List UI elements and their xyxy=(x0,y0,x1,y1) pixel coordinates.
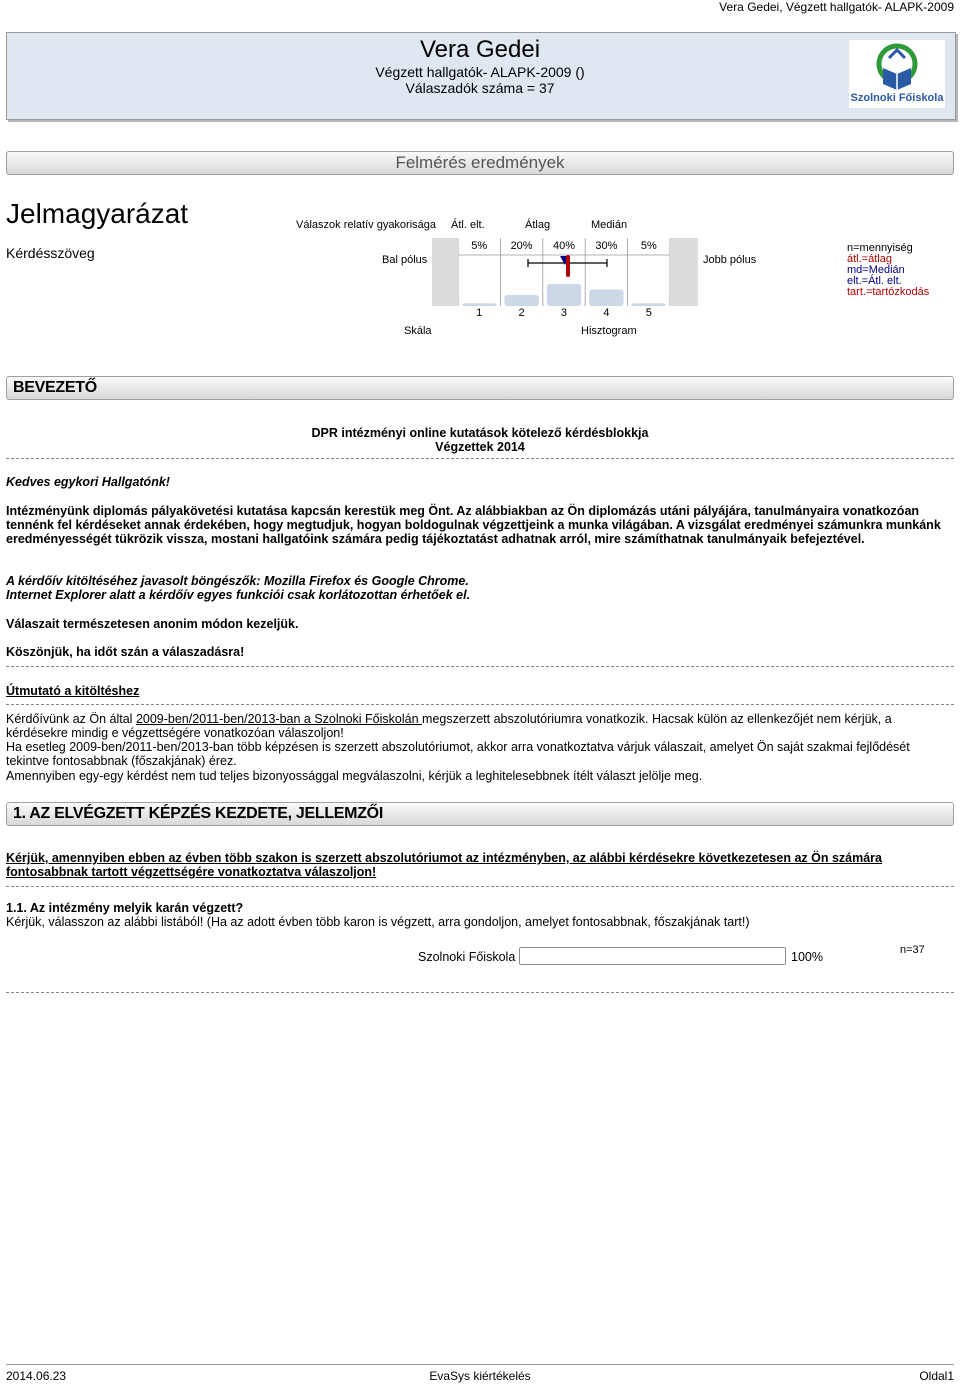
intro-paragraph: Intézményünk diplomás pályakövetési kutatása kapcsán kerestük meg Önt. Az alábbiakban az Ön diplomázás utáni pályájára, tanulmányaira vonatkozóan tennénk fel kérdéseket annak érdekében, hogy megtudjuk, hogyan boldogulnak végzettjeink a munka világában. A vizsgálat eredményei számunkra munkánk eredményességét tükrözik vissza, mostani hallgatóink számára pedig tájékoztatást adhatnak arról, mire számíthatnak tanulmányaik befejeztével. xyxy=(6,504,941,546)
note-mean: átl.=átlag xyxy=(847,253,892,265)
footer-center: EvaSys kiértékelés xyxy=(429,1369,531,1383)
mean-marker xyxy=(566,255,570,277)
note-median: md=Medián xyxy=(847,264,905,276)
legend-left-pole: Bal pólus xyxy=(382,254,428,266)
legend-notes xyxy=(847,243,929,298)
legend-right-pole: Jobb pólus xyxy=(703,254,757,266)
guide-1b: 2009-ben/2011-ben/2013-ban a Szolnoki Főiskolán xyxy=(135,712,423,726)
histogram-scale-label: 4 xyxy=(603,307,610,319)
histogram-bar xyxy=(462,303,496,306)
answer-bar-fill xyxy=(520,948,785,964)
histogram-scale-label: 2 xyxy=(518,307,525,319)
answer-bar xyxy=(519,947,786,965)
legend-title: Jelmagyarázat xyxy=(6,198,189,229)
histogram-percent-label: 40% xyxy=(552,240,575,252)
guide-1a: Kérdőívünk az Ön által xyxy=(6,712,136,726)
legend-left-gray-block xyxy=(432,238,458,306)
report-title: Vera Gedei xyxy=(419,36,541,63)
divider xyxy=(6,666,954,667)
thanks-note: Köszönjük, ha időt szán a válaszadásra! xyxy=(6,645,245,659)
histogram-bar xyxy=(589,290,623,307)
histogram-scale-label: 5 xyxy=(645,307,652,319)
guide-1c: megszerzett abszolutóriumra vonatkozik. Hacsak külön az ellenkezőjét nem kérjük, a kérdésekre mindig e végzettségére vonatkozóan válaszoljon! xyxy=(6,712,892,740)
legend-histogram: Hisztogram xyxy=(581,325,637,337)
report-subtitle: Végzett hallgatók- ALAPK-2009 () xyxy=(375,64,585,80)
section-title-1: 1. AZ ELVÉGZETT KÉPZÉS KEZDETE, JELLEMZŐI xyxy=(13,805,383,822)
answer-count: n=37 xyxy=(900,944,925,956)
footer-rule xyxy=(6,1364,954,1365)
divider xyxy=(6,992,954,993)
histogram-percent-label: 30% xyxy=(595,240,618,252)
results-bar xyxy=(6,151,954,175)
legend-question-text: Kérdésszöveg xyxy=(6,245,95,261)
institution-logo xyxy=(849,40,945,108)
histogram-bars xyxy=(462,284,666,306)
note-abstain: tart.=tartózkodás xyxy=(847,286,930,298)
section-1-instruction: Kérjük, amennyiben ebben az évben több szakon is szerzett abszolutóriumot az intézményben, az alábbi kérdésekre következetesen az Ön számára fontosabbnak tartott végzettségére vonatkoztatva válaszoljon! xyxy=(6,851,882,879)
legend-right-gray-block xyxy=(670,238,698,306)
histogram-markers xyxy=(528,255,607,277)
legend-rel-freq: Válaszok relatív gyakorisága xyxy=(296,219,437,231)
greeting: Kedves egykori Hallgatónk! xyxy=(6,475,170,489)
histogram-scale-label: 1 xyxy=(476,307,483,319)
histogram-scale-label: 3 xyxy=(560,307,568,319)
histogram-percent-label: 20% xyxy=(510,240,533,252)
browser-note-2: Internet Explorer alatt a kérdőív egyes funkciói csak korlátozottan érhetőek el. xyxy=(6,588,471,602)
guide-paragraph-3: Amennyiben egy-egy kérdést nem tud teljes bizonyossággal megválaszolni, kérjük a leghitelesebbnek ítélt választ jelölje meg. xyxy=(6,769,703,783)
section-bar-1 xyxy=(6,802,954,826)
section-bar-intro xyxy=(6,376,954,400)
guide-title: Útmutató a kitöltéshez xyxy=(6,684,140,698)
anonymous-note: Válaszait természetesen anonim módon kezeljük. xyxy=(6,617,299,631)
divider xyxy=(6,886,954,887)
note-std-dev: elt.=Átl. elt. xyxy=(847,275,902,287)
histogram-percent-label: 5% xyxy=(640,240,657,252)
section-title-intro: BEVEZETŐ xyxy=(13,379,97,396)
block-title-2: Végzettek 2014 xyxy=(435,440,525,454)
respondent-count: Válaszadók száma = 37 xyxy=(405,80,555,96)
legend-mean: Átlag xyxy=(525,219,551,231)
histogram-bar xyxy=(547,284,581,306)
histogram-bar xyxy=(632,303,666,306)
note-n: n=mennyiség xyxy=(847,242,913,254)
guide-paragraph-1 xyxy=(6,712,956,740)
block-title-1: DPR intézményi online kutatások kötelező kérdésblokkja xyxy=(311,426,649,440)
question-text: Kérjük, válasszon az alábbi listából! (Ha az adott évben több karon is végzett, arra gondoljon, amelyet fontosabbnak, főszakjának tart!) xyxy=(6,915,750,929)
browser-note-1: A kérdőív kitöltéséhez javasolt böngészők: Mozilla Firefox és Google Chrome. xyxy=(6,574,469,588)
running-header: Vera Gedei, Végzett hallgatók- ALAPK-2009 xyxy=(719,0,954,14)
histogram-percent-label: 5% xyxy=(471,240,488,252)
histogram-bar xyxy=(504,295,538,306)
divider xyxy=(6,458,954,459)
divider xyxy=(6,704,954,705)
report-header-text xyxy=(0,36,960,96)
answer-percent: 100% xyxy=(791,950,823,964)
guide-paragraph-2: Ha esetleg 2009-ben/2011-ben/2013-ban több képzésen is szerzett abszolutóriumot, akkor arra vonatkoztatva várjuk válaszait, amelyet Ön saját szakmai fejlődését tekintve fontosabbnak (főszakjának) érez. xyxy=(6,740,910,768)
answer-label: Szolnoki Főiskola xyxy=(418,950,516,964)
legend-std-dev: Átl. elt. xyxy=(451,219,485,231)
results-bar-label: Felmérés eredmények xyxy=(395,153,565,172)
footer-date: 2014.06.23 xyxy=(6,1369,67,1383)
footer-page: Oldal1 xyxy=(919,1369,954,1383)
legend-scale: Skála xyxy=(404,325,432,337)
logo-text: Szolnoki Főiskola xyxy=(850,92,944,104)
legend-median: Medián xyxy=(591,219,628,231)
question-title: 1.1. Az intézmény melyik karán végzett? xyxy=(6,901,244,915)
